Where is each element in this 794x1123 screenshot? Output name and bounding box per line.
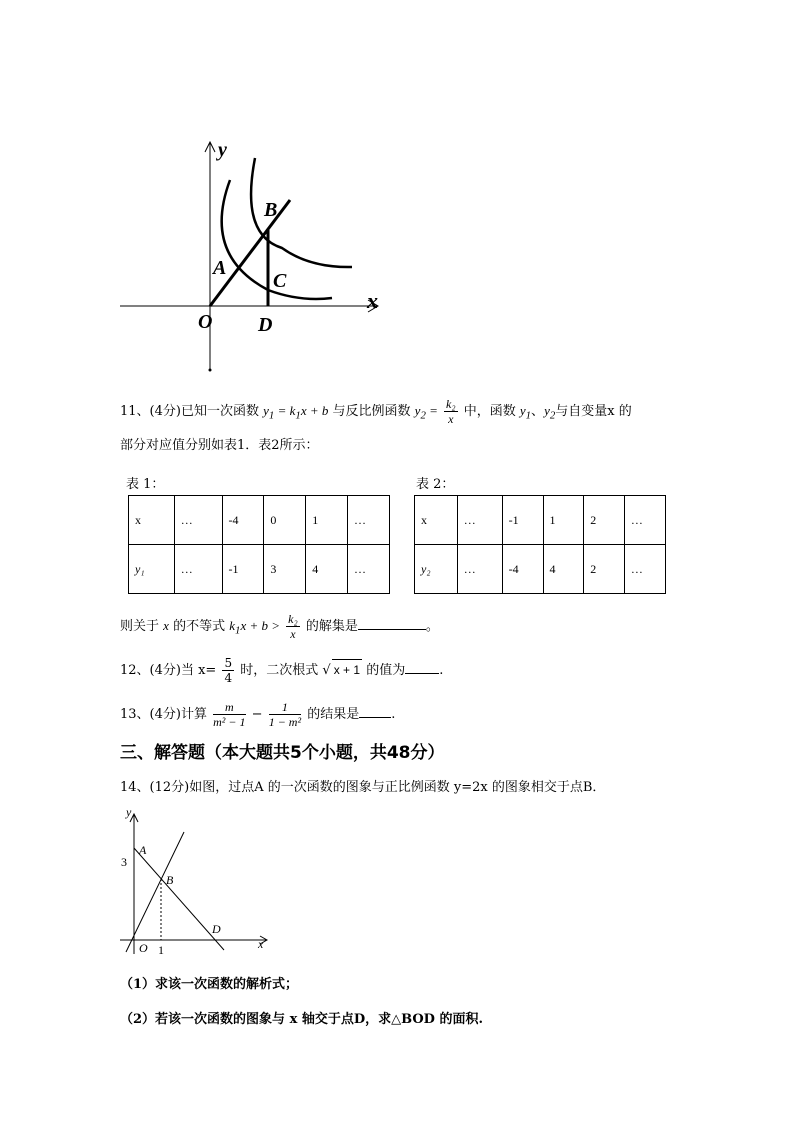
table-1-row-y1: y₁ … -1 3 4 …: [129, 545, 390, 594]
y-axis-end-dot: [209, 369, 212, 372]
table-2-caption: 表 2：: [416, 477, 455, 492]
label-C: C: [273, 270, 287, 292]
table-1: [128, 495, 390, 594]
section-3-heading: 三、解答题（本大题共5个小题，共48分）: [120, 743, 445, 763]
q12-answer-blank[interactable]: [405, 673, 439, 674]
question-11-line-2: 部分对应值分别如表1．表2所示：: [120, 438, 319, 453]
label-y: y: [218, 139, 227, 161]
figure-2-graph: [112, 802, 282, 962]
q12-radicand: x + 1: [332, 659, 362, 680]
tick-1: 1: [158, 943, 164, 957]
label-B: B: [166, 873, 174, 887]
q11-formula-1: $y_1 = k_1x + b$: [263, 403, 329, 422]
label-O: O: [198, 311, 213, 333]
q11-formula-2: $y_2$ =: [414, 403, 438, 422]
question-14-part-1: （1）求该一次函数的解析式；: [120, 977, 299, 992]
label-x: x: [258, 937, 264, 951]
label-B: B: [264, 199, 278, 221]
table-1-row-x: x … -4 0 1 …: [129, 496, 390, 545]
q11-text-1: 已知一次函数: [180, 404, 259, 419]
question-14-part-2: （2）若该一次函数的图象与 x 轴交于点D，求△BOD 的面积.: [120, 1012, 483, 1027]
line-AD: [134, 848, 224, 950]
tick-3: 3: [121, 855, 127, 869]
q11-text-5: 与自变量x 的: [555, 404, 632, 419]
line-y-2x: [126, 832, 184, 952]
q13-fraction-2: $\frac{1}{\text{1 − m²}}$: [268, 700, 302, 729]
q11-y2: $y_2$: [544, 403, 556, 422]
q11-fraction-k2-x: $\frac{\text{k₂}}{x}$: [446, 397, 456, 426]
label-x: x: [367, 288, 378, 313]
q11-text-2: 与反比例函数: [332, 404, 411, 419]
label-O: O: [139, 941, 148, 955]
question-11-conclusion: 则关于 x 的不等式 $k_1x + b$ > $\frac{\text{k₂}}{x}$ 的解集是 。: [120, 612, 439, 641]
table-2: [414, 495, 666, 594]
table-1-caption: 表 1：: [126, 477, 165, 492]
q11-y1: $y_1$: [519, 403, 532, 422]
q11-inequality-left: $k_1x + b$ >: [229, 618, 281, 637]
question-12: 12、(4分)当 x= $\frac{5}{4}$ 时，二次根式 √ x + 1 的值为 .: [120, 656, 444, 685]
figure-1-graph: [110, 130, 400, 380]
q11-number: 11、(4分): [120, 404, 181, 419]
label-D: D: [212, 922, 221, 936]
question-14: 14、(12分)如图，过点A 的一次函数的图象与正比例函数 y=2x 的图象相交于点B．: [120, 780, 606, 795]
q13-fraction-1: $\frac{m}{\text{m² − 1}}$: [213, 700, 246, 729]
table-2-row-x: x … -1 1 2 …: [415, 496, 666, 545]
q12-sqrt-symbol: √: [322, 663, 331, 678]
q12-fraction: $\frac{5}{4}$: [224, 656, 233, 685]
question-11-line-1: [120, 397, 632, 426]
q13-answer-blank[interactable]: [359, 717, 391, 718]
q11-answer-blank[interactable]: [358, 629, 426, 630]
label-y: y: [126, 805, 132, 819]
label-D: D: [258, 314, 273, 336]
q11-text-4: 、: [531, 404, 545, 419]
label-A: A: [139, 843, 147, 857]
q11-inequality-fraction: $\frac{\text{k₂}}{x}$: [288, 612, 298, 641]
q11-text-3: 中，函数: [463, 404, 516, 419]
table-2-row-y2: y₂ … -4 4 2 …: [415, 545, 666, 594]
label-A: A: [213, 257, 227, 279]
question-13: 13、(4分)计算 $\frac{m}{\text{m² − 1}}$ − $\frac{1}{\text{1 − m²}}$ 的结果是 .: [120, 700, 396, 729]
